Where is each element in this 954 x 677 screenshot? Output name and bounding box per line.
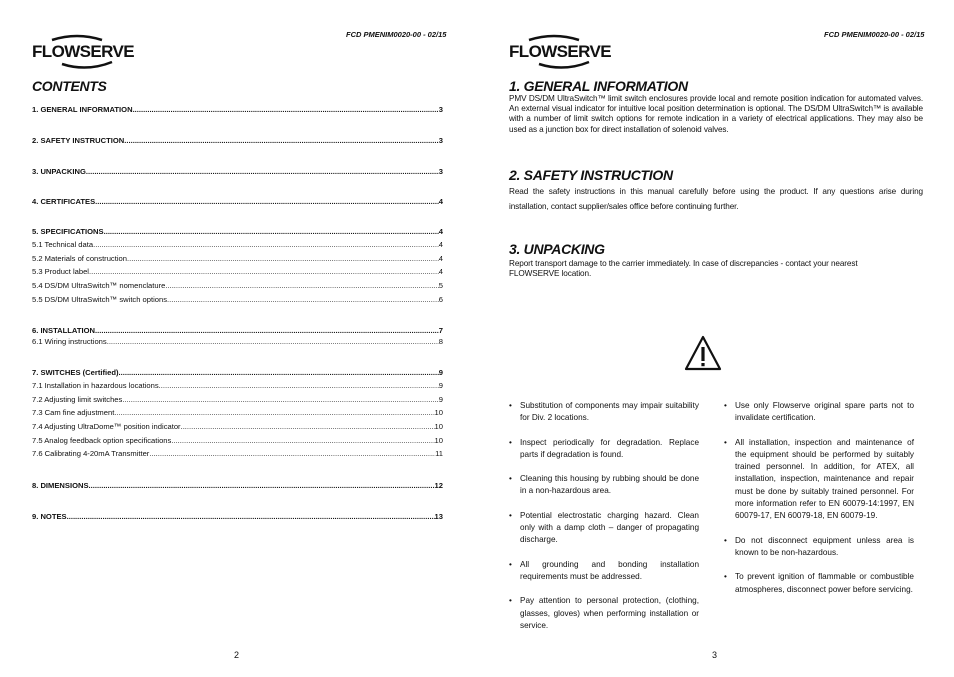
doc-id: FCD PMENIM0020-00 - 02/15 [824,30,925,39]
toc-leader [107,337,439,347]
safety-bullets-right [724,400,914,608]
toc-label: 7. SWITCHES (Certified) [32,368,119,377]
bullet-item: • Substitution of components may impair suitability for Div. 2 locations. [509,400,699,425]
toc-entry[interactable] [32,295,443,305]
toc-entry[interactable] [32,281,443,291]
logo-text: FLOWSERVE [32,42,134,61]
toc-entry[interactable] [32,422,443,432]
page-number: 2 [234,650,240,660]
bullet-item: • To prevent ignition of flammable or combustible atmospheres, disconnect power before servicing. [724,571,914,596]
toc-leader [114,408,434,418]
toc-entry[interactable] [32,381,443,391]
toc-label: 7.1 Installation in hazardous locations [32,381,159,390]
toc-page: 6 [438,295,443,304]
toc-page: 9 [438,395,443,404]
toc-page: 4 [438,240,443,249]
toc-label: 7.5 Analog feedback option specifications [32,436,172,445]
toc-leader [171,436,434,446]
toc-page: 4 [438,254,443,263]
toc-label: 1. GENERAL INFORMATION [32,105,133,114]
safety-bullets-left [509,400,699,644]
bullet-item: • Do not disconnect equipment unless area is known to be non-hazardous. [724,535,914,560]
toc-page: 5 [438,281,443,290]
toc-entry[interactable] [32,449,443,459]
toc-entry[interactable] [32,254,443,264]
toc-leader [167,295,439,305]
toc-page: 13 [434,512,443,521]
toc-entry[interactable] [32,105,443,115]
toc-leader [89,267,439,277]
flowserve-logo [32,34,134,70]
section-title-general: 1. GENERAL INFORMATION [509,78,688,94]
toc-entry[interactable] [32,512,443,522]
toc-leader [127,254,439,264]
toc-entry[interactable] [32,227,443,237]
toc-label: 7.6 Calibrating 4-20mA Transmitter [32,449,150,458]
section-text-safety: Read the safety instructions in this manual carefully before using the product. If any questions arise during installation, contact supplier/sales office before continuing further. [509,187,923,211]
toc-leader [122,395,438,405]
toc-entry[interactable] [32,337,443,347]
warning-triangle-icon [684,335,722,371]
section-title-safety: 2. SAFETY INSTRUCTION [509,167,673,183]
toc-leader [67,512,435,522]
toc-label: 4. CERTIFICATES [32,197,96,206]
toc-leader [119,368,439,378]
toc-entry[interactable] [32,481,443,491]
section-text-general: PMV DS/DM UltraSwitch™ limit switch enclosures provide local and remote position indication for automated valves. An external visual indicator for intuitive local position determination is optional. The DS/DM UltraSwitch™ is available with a number of limit switch options for remote indication in a variety of electrical applications. They may also be used as a junction box for direct installation of solenoid valves. [509,94,923,134]
toc-label: 7.3 Cam fine adjustment [32,408,115,417]
page-number: 3 [712,650,718,660]
toc-leader [159,381,439,391]
toc-leader [124,136,439,146]
section-text-unpacking: Report transport damage to the carrier immediately. In case of discrepancies - contact your nearest FLOWSERVE location. [509,259,858,279]
toc-label: 5.2 Materials of construction [32,254,127,263]
toc-entry[interactable] [32,395,443,405]
toc-label: 5. SPECIFICATIONS [32,227,104,236]
toc-leader [104,227,439,237]
toc-page: 3 [438,136,443,145]
toc-entry[interactable] [32,408,443,418]
toc-page: 9 [438,381,443,390]
toc-page: 8 [438,337,443,346]
toc-leader [149,449,435,459]
toc-entry[interactable] [32,436,443,446]
toc-entry[interactable] [32,326,443,336]
toc-label: 5.4 DS/DM UltraSwitch™ nomenclature [32,281,166,290]
toc-page: 10 [434,408,443,417]
toc-label: 8. DIMENSIONS [32,481,89,490]
toc-label: 5.5 DS/DM UltraSwitch™ switch options [32,295,168,304]
bullet-item: • Cleaning this housing by rubbing should be done in a non-hazardous area. [509,473,699,498]
toc-page: 9 [438,368,443,377]
bullet-item: • Potential electrostatic charging hazard. Clean only with a damp cloth – danger of propagating discharge. [509,510,699,547]
bullet-item: • All installation, inspection and maintenance of the equipment should be performed by suitably trained personnel. In addition, for ATEX, all installation, inspection, maintenance and repair must be done by suitably trained personnel. For more information refer to EN 60079-14:1997, EN 60079-17, EN 60079-18, EN 60079-19. [724,437,914,523]
toc-leader [95,197,439,207]
logo-text: FLOWSERVE [509,42,611,61]
doc-id: FCD PMENIM0020-00 - 02/15 [346,30,447,39]
toc-leader [133,105,439,115]
toc-label: 5.1 Technical data [32,240,94,249]
toc-entry[interactable] [32,368,443,378]
toc-leader [89,481,435,491]
toc-page: 3 [438,105,443,114]
toc-page: 4 [438,227,443,236]
toc-leader [165,281,438,291]
toc-label: 7.4 Adjusting UltraDome™ position indicator [32,422,181,431]
section-title-unpacking: 3. UNPACKING [509,241,605,257]
contents-title: CONTENTS [32,78,107,94]
toc-page: 7 [438,326,443,335]
toc-leader [93,240,439,250]
toc-leader [95,326,439,336]
toc-leader [86,167,439,177]
toc-entry[interactable] [32,197,443,207]
toc-entry[interactable] [32,240,443,250]
toc-page: 10 [434,436,443,445]
toc-entry[interactable] [32,267,443,277]
toc-label: 5.3 Product label [32,267,89,276]
flowserve-logo [509,34,611,70]
toc-page: 4 [438,267,443,276]
toc-page: 12 [434,481,443,490]
toc-label: 2. SAFETY INSTRUCTION [32,136,125,145]
toc-leader [181,422,435,432]
toc-label: 7.2 Adjusting limit switches [32,395,123,404]
toc-page: 4 [438,197,443,206]
bullet-item: • Inspect periodically for degradation. Replace parts if degradation is found. [509,437,699,462]
toc-label: 9. NOTES [32,512,67,521]
toc-page: 3 [438,167,443,176]
toc-entry[interactable] [32,167,443,177]
toc-label: 3. UNPACKING [32,167,86,176]
bullet-item: • Pay attention to personal protection, (clothing, glasses, gloves) when performing installation or service. [509,595,699,632]
bullet-item: • All grounding and bonding installation requirements must be addressed. [509,559,699,584]
toc-label: 6. INSTALLATION [32,326,95,335]
toc-label: 6.1 Wiring instructions [32,337,107,346]
toc-entry[interactable] [32,136,443,146]
bullet-item: • Use only Flowserve original spare parts not to invalidate certification. [724,400,914,425]
toc-page: 11 [435,449,443,458]
toc-page: 10 [434,422,443,431]
